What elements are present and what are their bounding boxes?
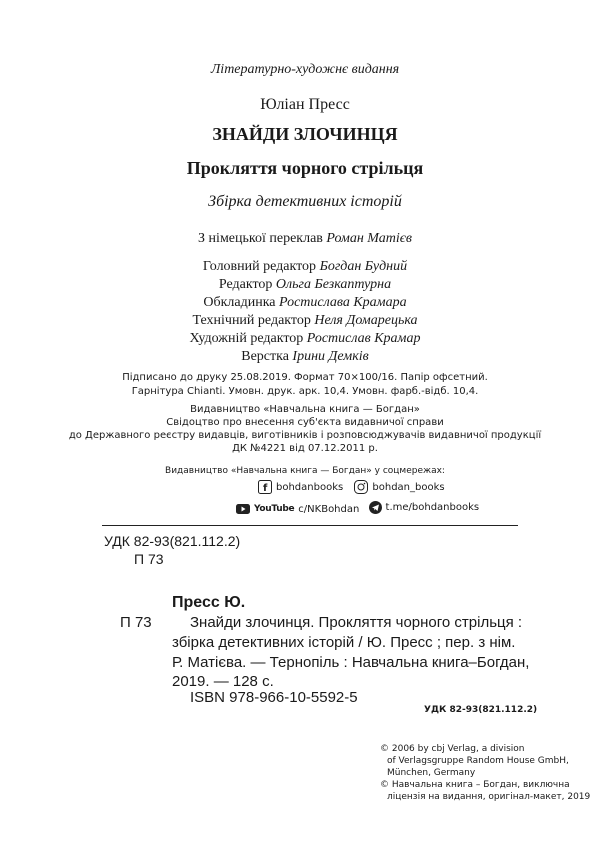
translator-name: Роман Матієв — [326, 231, 412, 246]
telegram-icon — [369, 501, 382, 514]
youtube-icon — [236, 504, 250, 514]
svg-text:f: f — [263, 483, 268, 494]
book-subtitle: Прокляття чорного стрільця — [186, 158, 424, 178]
instagram-handle: bohdan_books — [372, 481, 445, 493]
book-title: ЗНАЙДИ ЗЛОЧИНЦЯ — [212, 124, 398, 144]
copyright-line5: ліцензія на видання, оригінал-макет, 2019 — [387, 792, 591, 802]
credit-person: Ірини Демків — [292, 349, 369, 364]
credit-cover — [0, 295, 610, 311]
credit-art-editor — [0, 331, 610, 347]
publisher-name: Видавництво «Навчальна книга — Богдан» — [190, 404, 420, 415]
card-line4: 2019. — 128 с. — [172, 673, 274, 690]
credit-role: Художній редактор — [189, 331, 304, 346]
telegram-handle: t.me/bohdanbooks — [385, 502, 480, 513]
credit-role: Редактор — [218, 277, 273, 292]
credit-role: Головний редактор — [202, 259, 317, 274]
copyright-line2: of Verlagsgruppe Random House GmbH, — [387, 756, 569, 766]
card-isbn: ISBN 978-966-10-5592-5 — [190, 689, 358, 706]
youtube-label: YouTube — [254, 504, 295, 514]
credit-tech-editor — [0, 313, 610, 329]
card-udk: УДК 82-93(821.112.2) — [424, 705, 538, 715]
credit-layout — [0, 349, 610, 365]
translation-line — [0, 231, 610, 247]
facebook-handle: bohdanbooks — [276, 481, 344, 493]
section-divider — [102, 525, 518, 526]
card-line1: Знайди злочинця. Прокляття чорного стрільця : — [190, 614, 523, 631]
card-line3: Р. Матієва. — Тернопіль : Навчальна книга–Богдан, — [172, 654, 530, 671]
print-info-line2: Гарнітура Chianti. Умовн. друк. арк. 10,4. Умовн. фарб.-відб. 10,4. — [131, 386, 479, 397]
youtube-link[interactable] — [236, 504, 359, 515]
copyright-line1: © 2006 by cbj Verlag, a division — [380, 744, 525, 754]
card-code: П 73 — [120, 614, 152, 631]
credit-person: Ростислав Крамар — [306, 331, 421, 346]
card-line2: збірка детективних історій / Ю. Пресс ; пер. з нім. — [172, 634, 516, 651]
credit-chief-editor — [0, 259, 610, 275]
edition-type: Літературно-художнє видання — [210, 62, 400, 77]
print-info-line1: Підписано до друку 25.08.2019. Формат 70×100/16. Папір офсетний. — [122, 372, 488, 383]
copyright-line3: München, Germany — [387, 768, 476, 778]
classification-code: П 73 — [134, 551, 164, 567]
card-author: Пресс Ю. — [172, 594, 246, 611]
credit-person: Ростислава Крамара — [279, 295, 407, 310]
facebook-link[interactable] — [258, 480, 343, 494]
book-genre: Збірка детективних історій — [208, 193, 402, 210]
copyright-line4: © Навчальна книга – Богдан, виключна — [380, 780, 570, 790]
credit-role: Обкладинка — [203, 295, 276, 310]
publisher-certificate: Свідоцтво про внесення суб'єкта видавничої справи — [166, 417, 444, 428]
author-name: Юліан Пресс — [260, 96, 350, 113]
youtube-handle: c/NKBohdan — [298, 503, 360, 515]
instagram-link[interactable] — [354, 480, 444, 494]
publisher-license: ДК №4221 від 07.12.2011 р. — [232, 443, 378, 454]
credit-person: Неля Домарецька — [314, 313, 418, 328]
credit-role: Верстка — [241, 349, 289, 364]
instagram-icon — [354, 480, 368, 494]
publisher-registry: до Державного реєстру видавців, виготівників і розповсюджувачів видавничої продукції — [68, 430, 542, 441]
translation-prefix: З німецької переклав — [198, 231, 323, 246]
facebook-icon — [258, 480, 272, 494]
social-row-2 — [236, 501, 479, 517]
credit-editor — [0, 277, 610, 293]
credit-person: Богдан Будний — [319, 259, 408, 274]
credit-person: Ольга Безкаптурна — [275, 277, 392, 292]
udk-code: УДК 82-93(821.112.2) — [104, 533, 241, 549]
telegram-link[interactable] — [369, 501, 480, 514]
social-row-1 — [258, 480, 445, 497]
credit-role: Технічний редактор — [192, 313, 311, 328]
social-heading: Видавництво «Навчальна книга — Богдан» у соцмережах: — [165, 466, 445, 476]
